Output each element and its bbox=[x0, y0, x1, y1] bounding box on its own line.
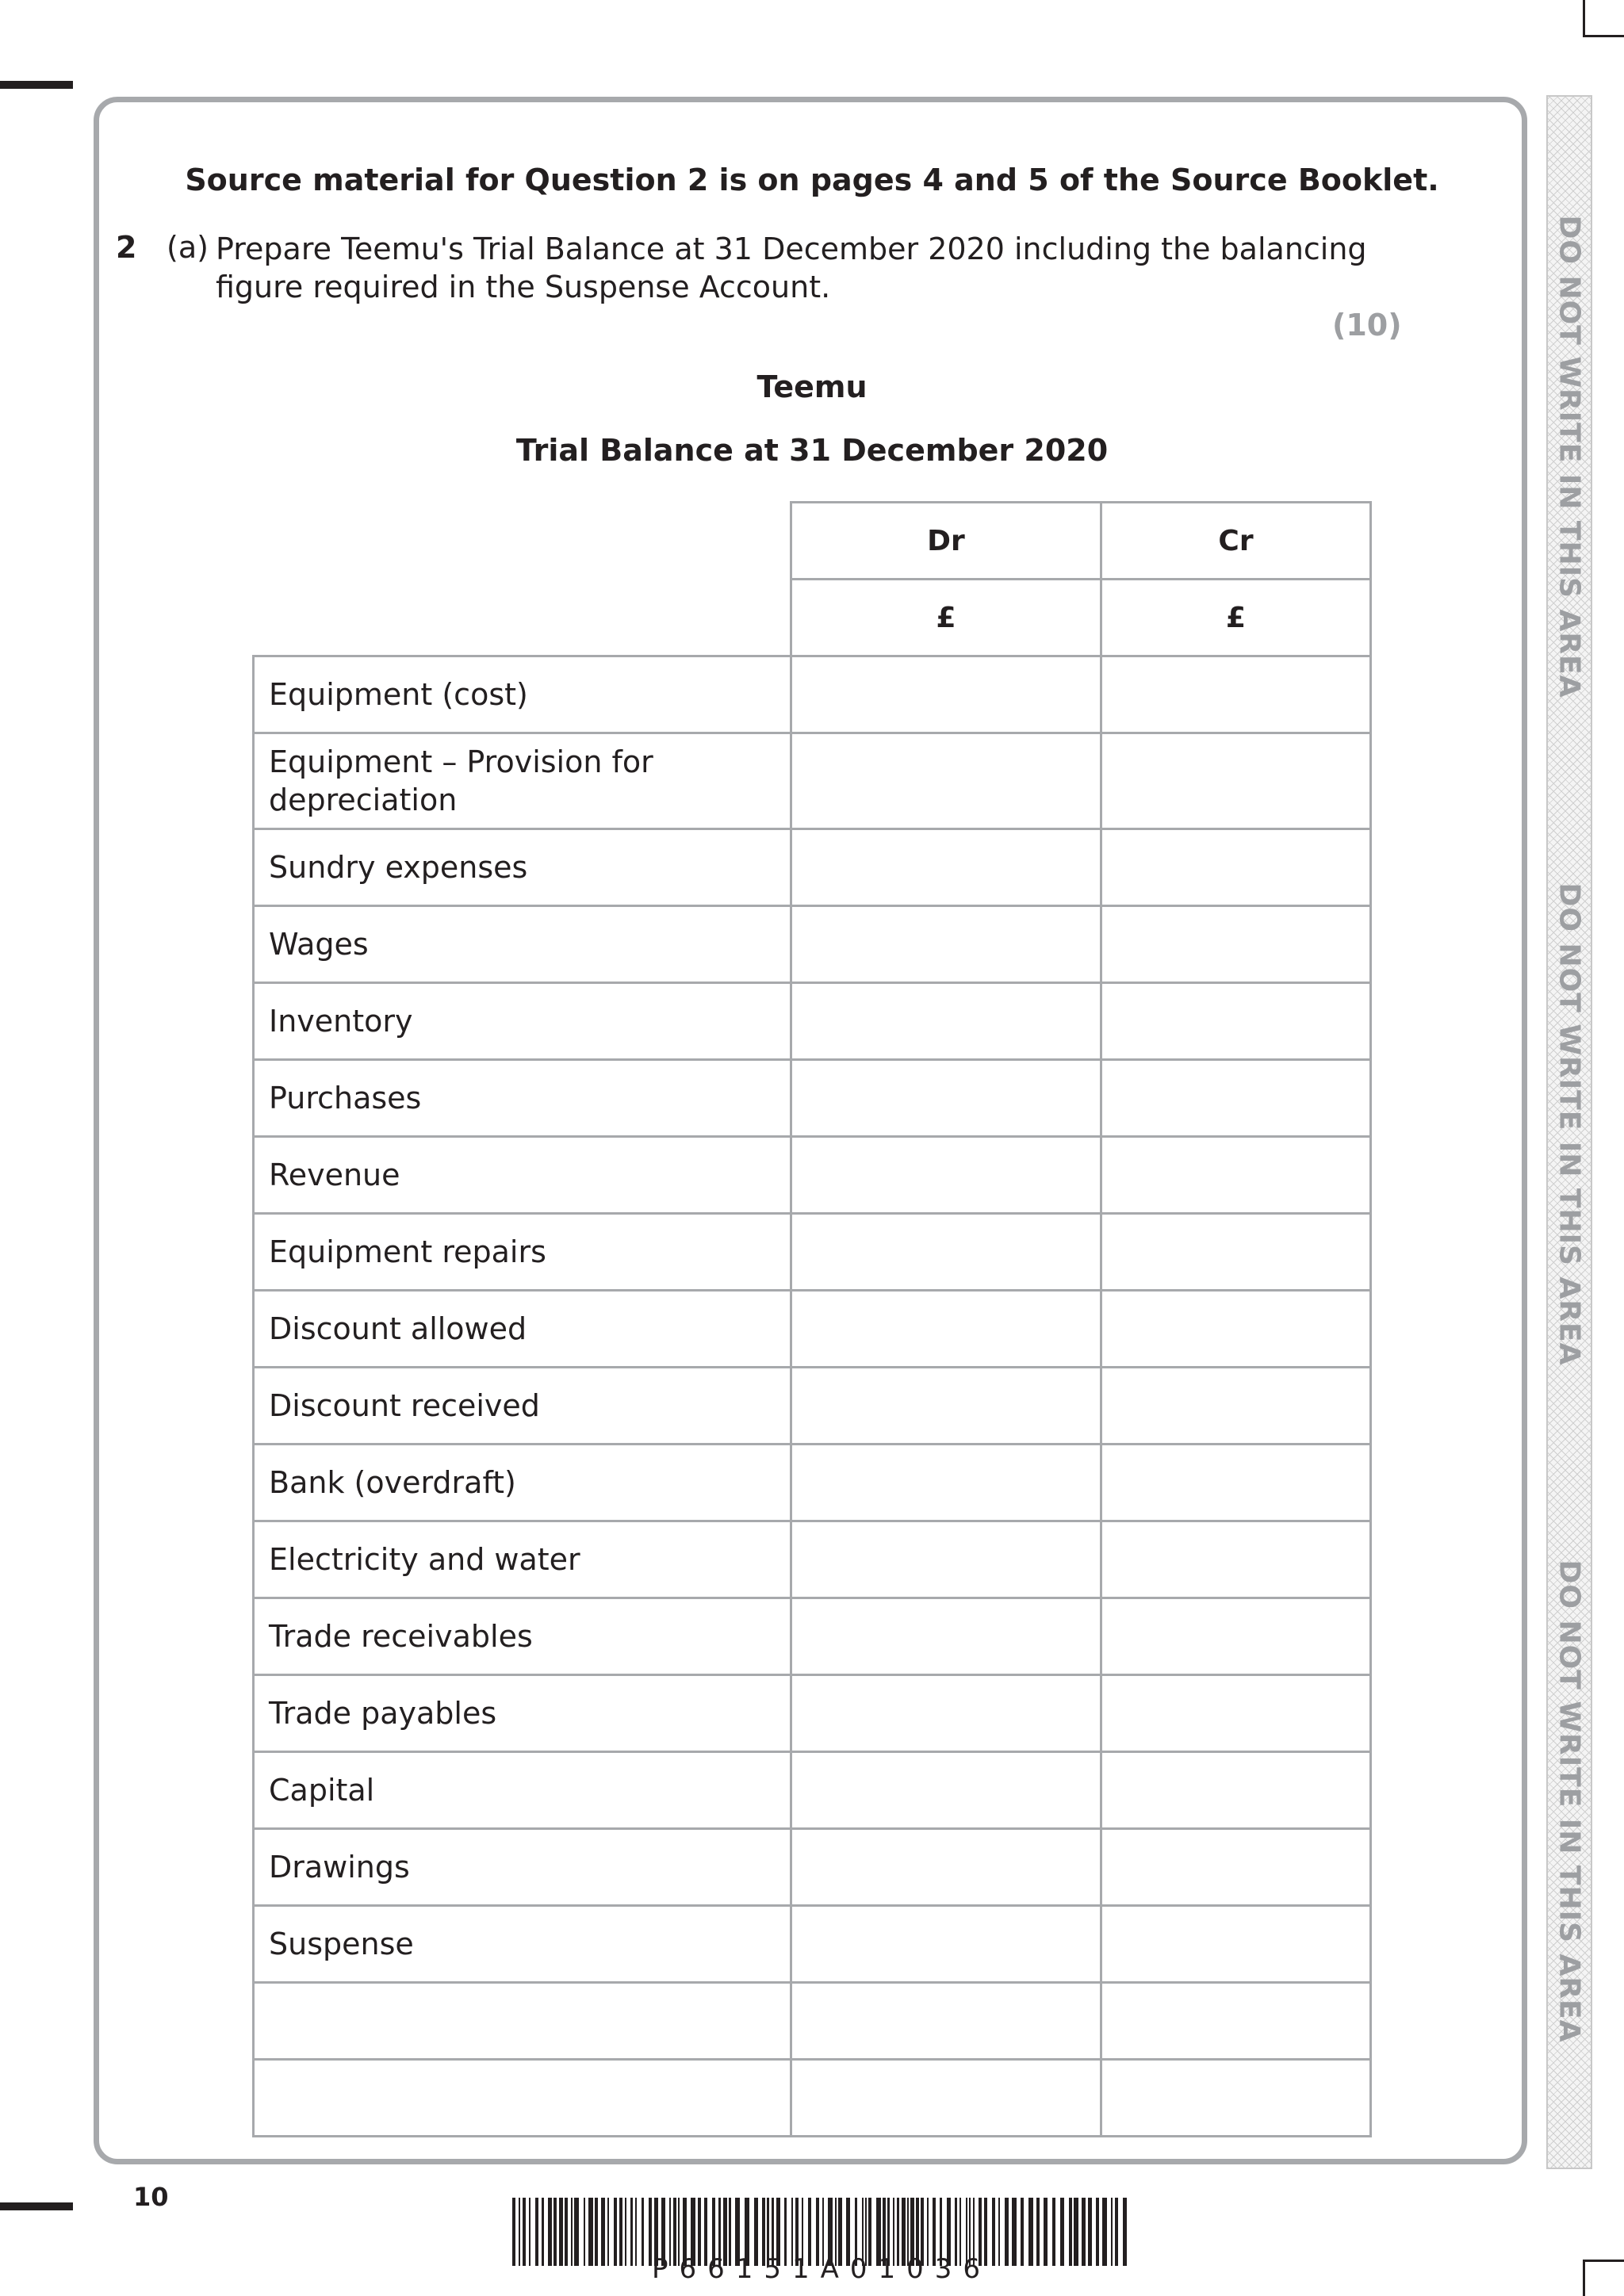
cr-amount-cell[interactable] bbox=[1100, 1981, 1372, 2061]
table-title-subtitle: Trial Balance at 31 December 2020 bbox=[515, 433, 1109, 468]
dr-amount-cell[interactable] bbox=[790, 1904, 1102, 1984]
row-label: Bank (overdraft) bbox=[252, 1443, 792, 1522]
page-number: 10 bbox=[133, 2182, 169, 2212]
cr-amount-cell[interactable] bbox=[1100, 1751, 1372, 1830]
cr-amount-cell[interactable] bbox=[1100, 905, 1372, 984]
dr-amount-cell[interactable] bbox=[790, 2058, 1102, 2137]
cr-amount-cell[interactable] bbox=[1100, 982, 1372, 1061]
row-label: Suspense bbox=[252, 1904, 792, 1984]
row-label bbox=[252, 1981, 792, 2061]
cr-amount-cell[interactable] bbox=[1100, 1443, 1372, 1522]
corner-mark-top-left bbox=[0, 81, 73, 89]
dr-amount-cell[interactable] bbox=[790, 1058, 1102, 1138]
cr-amount-cell[interactable] bbox=[1100, 828, 1372, 907]
row-label: Sundry expenses bbox=[252, 828, 792, 907]
question-marks: (10) bbox=[1332, 308, 1402, 342]
dr-amount-cell[interactable] bbox=[790, 982, 1102, 1061]
row-label: Equipment (cost) bbox=[252, 655, 792, 734]
dr-amount-cell[interactable] bbox=[790, 1981, 1102, 2061]
row-label: Electricity and water bbox=[252, 1520, 792, 1599]
cr-amount-cell[interactable] bbox=[1100, 1674, 1372, 1753]
dr-amount-cell[interactable] bbox=[790, 1520, 1102, 1599]
corner-mark-bottom-left bbox=[0, 2202, 73, 2210]
dr-amount-cell[interactable] bbox=[790, 1366, 1102, 1445]
cr-amount-cell[interactable] bbox=[1100, 1827, 1372, 1907]
row-label: Purchases bbox=[252, 1058, 792, 1138]
dr-amount-cell[interactable] bbox=[790, 732, 1102, 830]
corner-mark-top-right-v bbox=[1583, 0, 1585, 36]
row-label: Trade receivables bbox=[252, 1597, 792, 1676]
col-header-dr: Dr bbox=[790, 501, 1102, 580]
col-unit-cr: £ bbox=[1100, 578, 1372, 657]
row-label: Discount received bbox=[252, 1366, 792, 1445]
question-text: Prepare Teemu's Trial Balance at 31 December 2020 including the balancing figure required in the Suspense Account. bbox=[216, 232, 1367, 304]
cr-amount-cell[interactable] bbox=[1100, 655, 1372, 734]
row-label: Drawings bbox=[252, 1827, 792, 1907]
dr-amount-cell[interactable] bbox=[790, 1674, 1102, 1753]
cr-amount-cell[interactable] bbox=[1100, 1366, 1372, 1445]
dr-amount-cell[interactable] bbox=[790, 1443, 1102, 1522]
source-note: Source material for Question 2 is on pages 4 and 5 of the Source Booklet. bbox=[185, 163, 1439, 197]
dr-amount-cell[interactable] bbox=[790, 1751, 1102, 1830]
cr-amount-cell[interactable] bbox=[1100, 1904, 1372, 1984]
corner-mark-bottom-right-v bbox=[1583, 2260, 1585, 2296]
question-part: (a) bbox=[167, 230, 209, 265]
row-label: Wages bbox=[252, 905, 792, 984]
cr-amount-cell[interactable] bbox=[1100, 1135, 1372, 1215]
row-label: Inventory bbox=[252, 982, 792, 1061]
cr-amount-cell[interactable] bbox=[1100, 732, 1372, 830]
cr-amount-cell[interactable] bbox=[1100, 1597, 1372, 1676]
row-label: Trade payables bbox=[252, 1674, 792, 1753]
dr-amount-cell[interactable] bbox=[790, 1597, 1102, 1676]
cr-amount-cell[interactable] bbox=[1100, 1058, 1372, 1138]
col-unit-dr: £ bbox=[790, 578, 1102, 657]
col-header-cr: Cr bbox=[1100, 501, 1372, 580]
dr-amount-cell[interactable] bbox=[790, 1827, 1102, 1907]
dr-amount-cell[interactable] bbox=[790, 1212, 1102, 1292]
barcode-text: P66151A01036 bbox=[651, 2253, 992, 2285]
dr-amount-cell[interactable] bbox=[790, 828, 1102, 907]
row-label: Discount allowed bbox=[252, 1289, 792, 1368]
row-label bbox=[252, 2058, 792, 2137]
dr-amount-cell[interactable] bbox=[790, 1135, 1102, 1215]
cr-amount-cell[interactable] bbox=[1100, 1212, 1372, 1292]
corner-mark-top-right-h bbox=[1583, 35, 1624, 37]
cr-amount-cell[interactable] bbox=[1100, 2058, 1372, 2137]
dr-amount-cell[interactable] bbox=[790, 905, 1102, 984]
table-title-name: Teemu bbox=[756, 369, 868, 404]
row-label: Capital bbox=[252, 1751, 792, 1830]
row-label: Equipment – Provision for depreciation bbox=[252, 732, 792, 830]
dr-amount-cell[interactable] bbox=[790, 1289, 1102, 1368]
question-number: 2 bbox=[116, 230, 137, 265]
corner-mark-bottom-right-h bbox=[1583, 2260, 1624, 2262]
dr-amount-cell[interactable] bbox=[790, 655, 1102, 734]
row-label: Equipment repairs bbox=[252, 1212, 792, 1292]
row-label: Revenue bbox=[252, 1135, 792, 1215]
cr-amount-cell[interactable] bbox=[1100, 1289, 1372, 1368]
cr-amount-cell[interactable] bbox=[1100, 1520, 1372, 1599]
